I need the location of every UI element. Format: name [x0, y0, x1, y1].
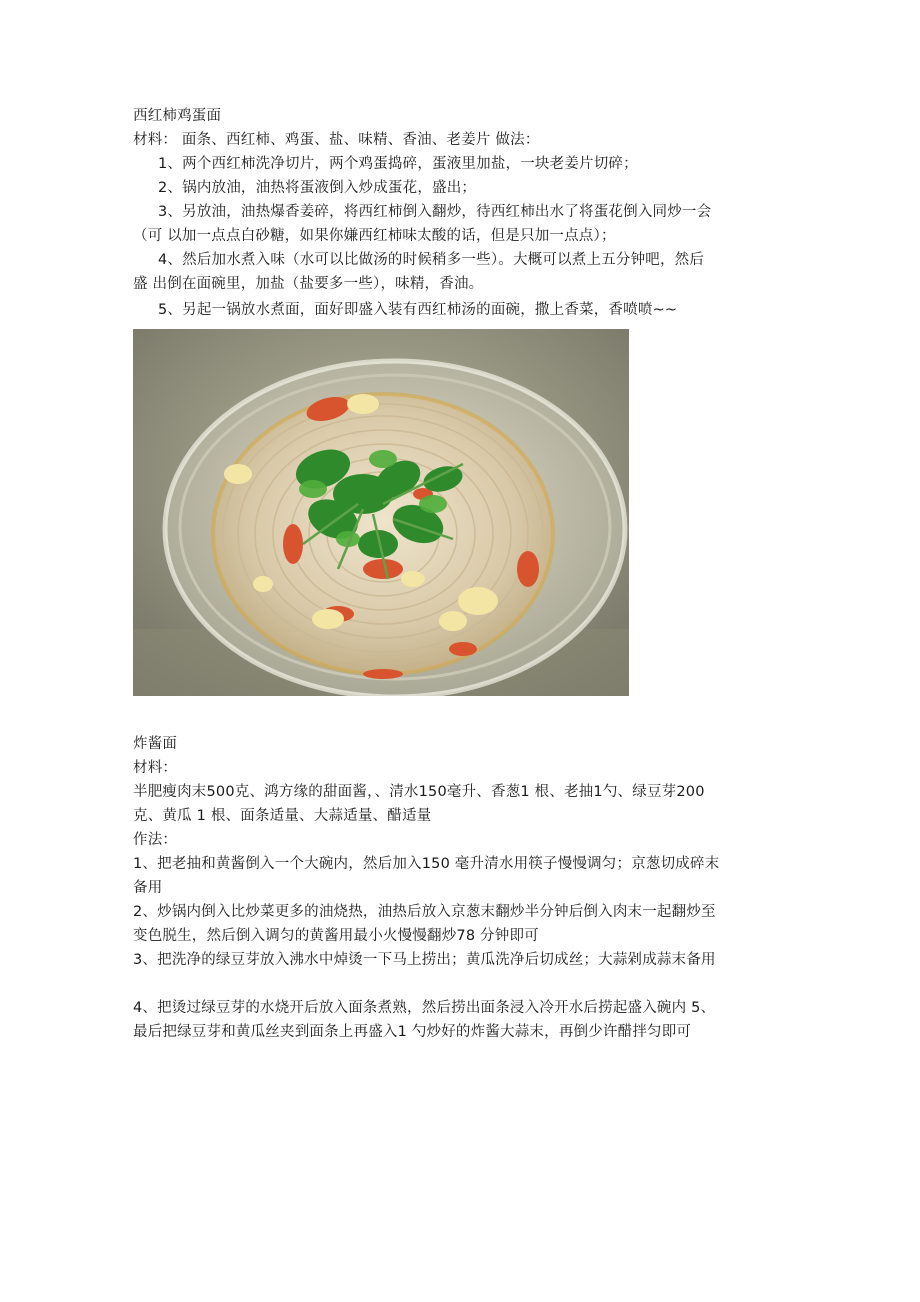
recipe2-ingredients: 克、黄瓜 1 根、面条适量、大蒜适量、醋适量 [133, 808, 432, 824]
recipe1-step: 5、另起一锅放水煮面，面好即盛入装有西红柿汤的面碗，撒上香菜，香喷喷~~ [158, 302, 678, 318]
recipe2-step: 4、把烫过绿豆芽的水烧开后放入面条煮熟，然后捞出面条浸入冷开水后捞起盛入碗内 5、 [133, 1000, 716, 1016]
recipe1-step: 1、两个西红柿洗净切片，两个鸡蛋捣碎，蛋液里加盐，一块老姜片切碎； [158, 156, 638, 172]
recipe2-method-label: 作法： [133, 832, 178, 848]
recipe1-step: 3、另放油，油热爆香姜碎，将西红柿倒入翻炒，待西红柿出水了将蛋花倒入同炒一会 [158, 204, 712, 220]
noodle-bowl-photo [133, 329, 629, 696]
recipe1-step: 2、锅内放油，油热将蛋液倒入炒成蛋花，盛出； [158, 180, 477, 196]
recipe1-step: 4、然后加水煮入味（水可以比做汤的时候稍多一些）。大概可以煮上五分钟吧，然后 [158, 252, 705, 268]
recipe2-step: 2、炒锅内倒入比炒菜更多的油烧热，油热后放入京葱末翻炒半分钟后倒入肉末一起翻炒至 [133, 904, 716, 920]
recipe1-ingredients: 材料： 面条、西红柿、鸡蛋、盐、味精、香油、老姜片 做法： [133, 132, 540, 148]
recipe2-step: 3、把洗净的绿豆芽放入沸水中焯烫一下马上捞出；黄瓜洗净后切成丝；大蒜剁成蒜末备用 [133, 952, 716, 968]
recipe2-ingredients-label: 材料： [133, 760, 178, 776]
recipe2-step-continued: 最后把绿豆芽和黄瓜丝夹到面条上再盛入1 勺炒好的炸酱大蒜末，再倒少许醋拌匀即可 [133, 1024, 692, 1040]
recipe1-step-continued: 盛 出倒在面碗里，加盐（盐要多一些），味精，香油。 [133, 276, 484, 292]
recipe2-title: 炸酱面 [133, 736, 178, 752]
recipe2-ingredients: 半肥瘦肉末500克、鸿方缘的甜面酱，、清水150毫升、香葱1 根、老抽1勺、绿豆芽200 [133, 784, 705, 800]
recipe1-title: 西红柿鸡蛋面 [133, 108, 222, 124]
recipe1-step-continued: （可 以加一点点白砂糖，如果你嫌西红柿味太酸的话，但是只加一点点）； [133, 228, 616, 244]
recipe2-step-continued: 变色脱生，然后倒入调匀的黄酱用最小火慢慢翻炒78 分钟即可 [133, 928, 539, 944]
recipe2-step: 1、把老抽和黄酱倒入一个大碗内，然后加入150 毫升清水用筷子慢慢调匀；京葱切成碎末 [133, 856, 720, 872]
recipe2-step-continued: 备用 [133, 880, 163, 896]
